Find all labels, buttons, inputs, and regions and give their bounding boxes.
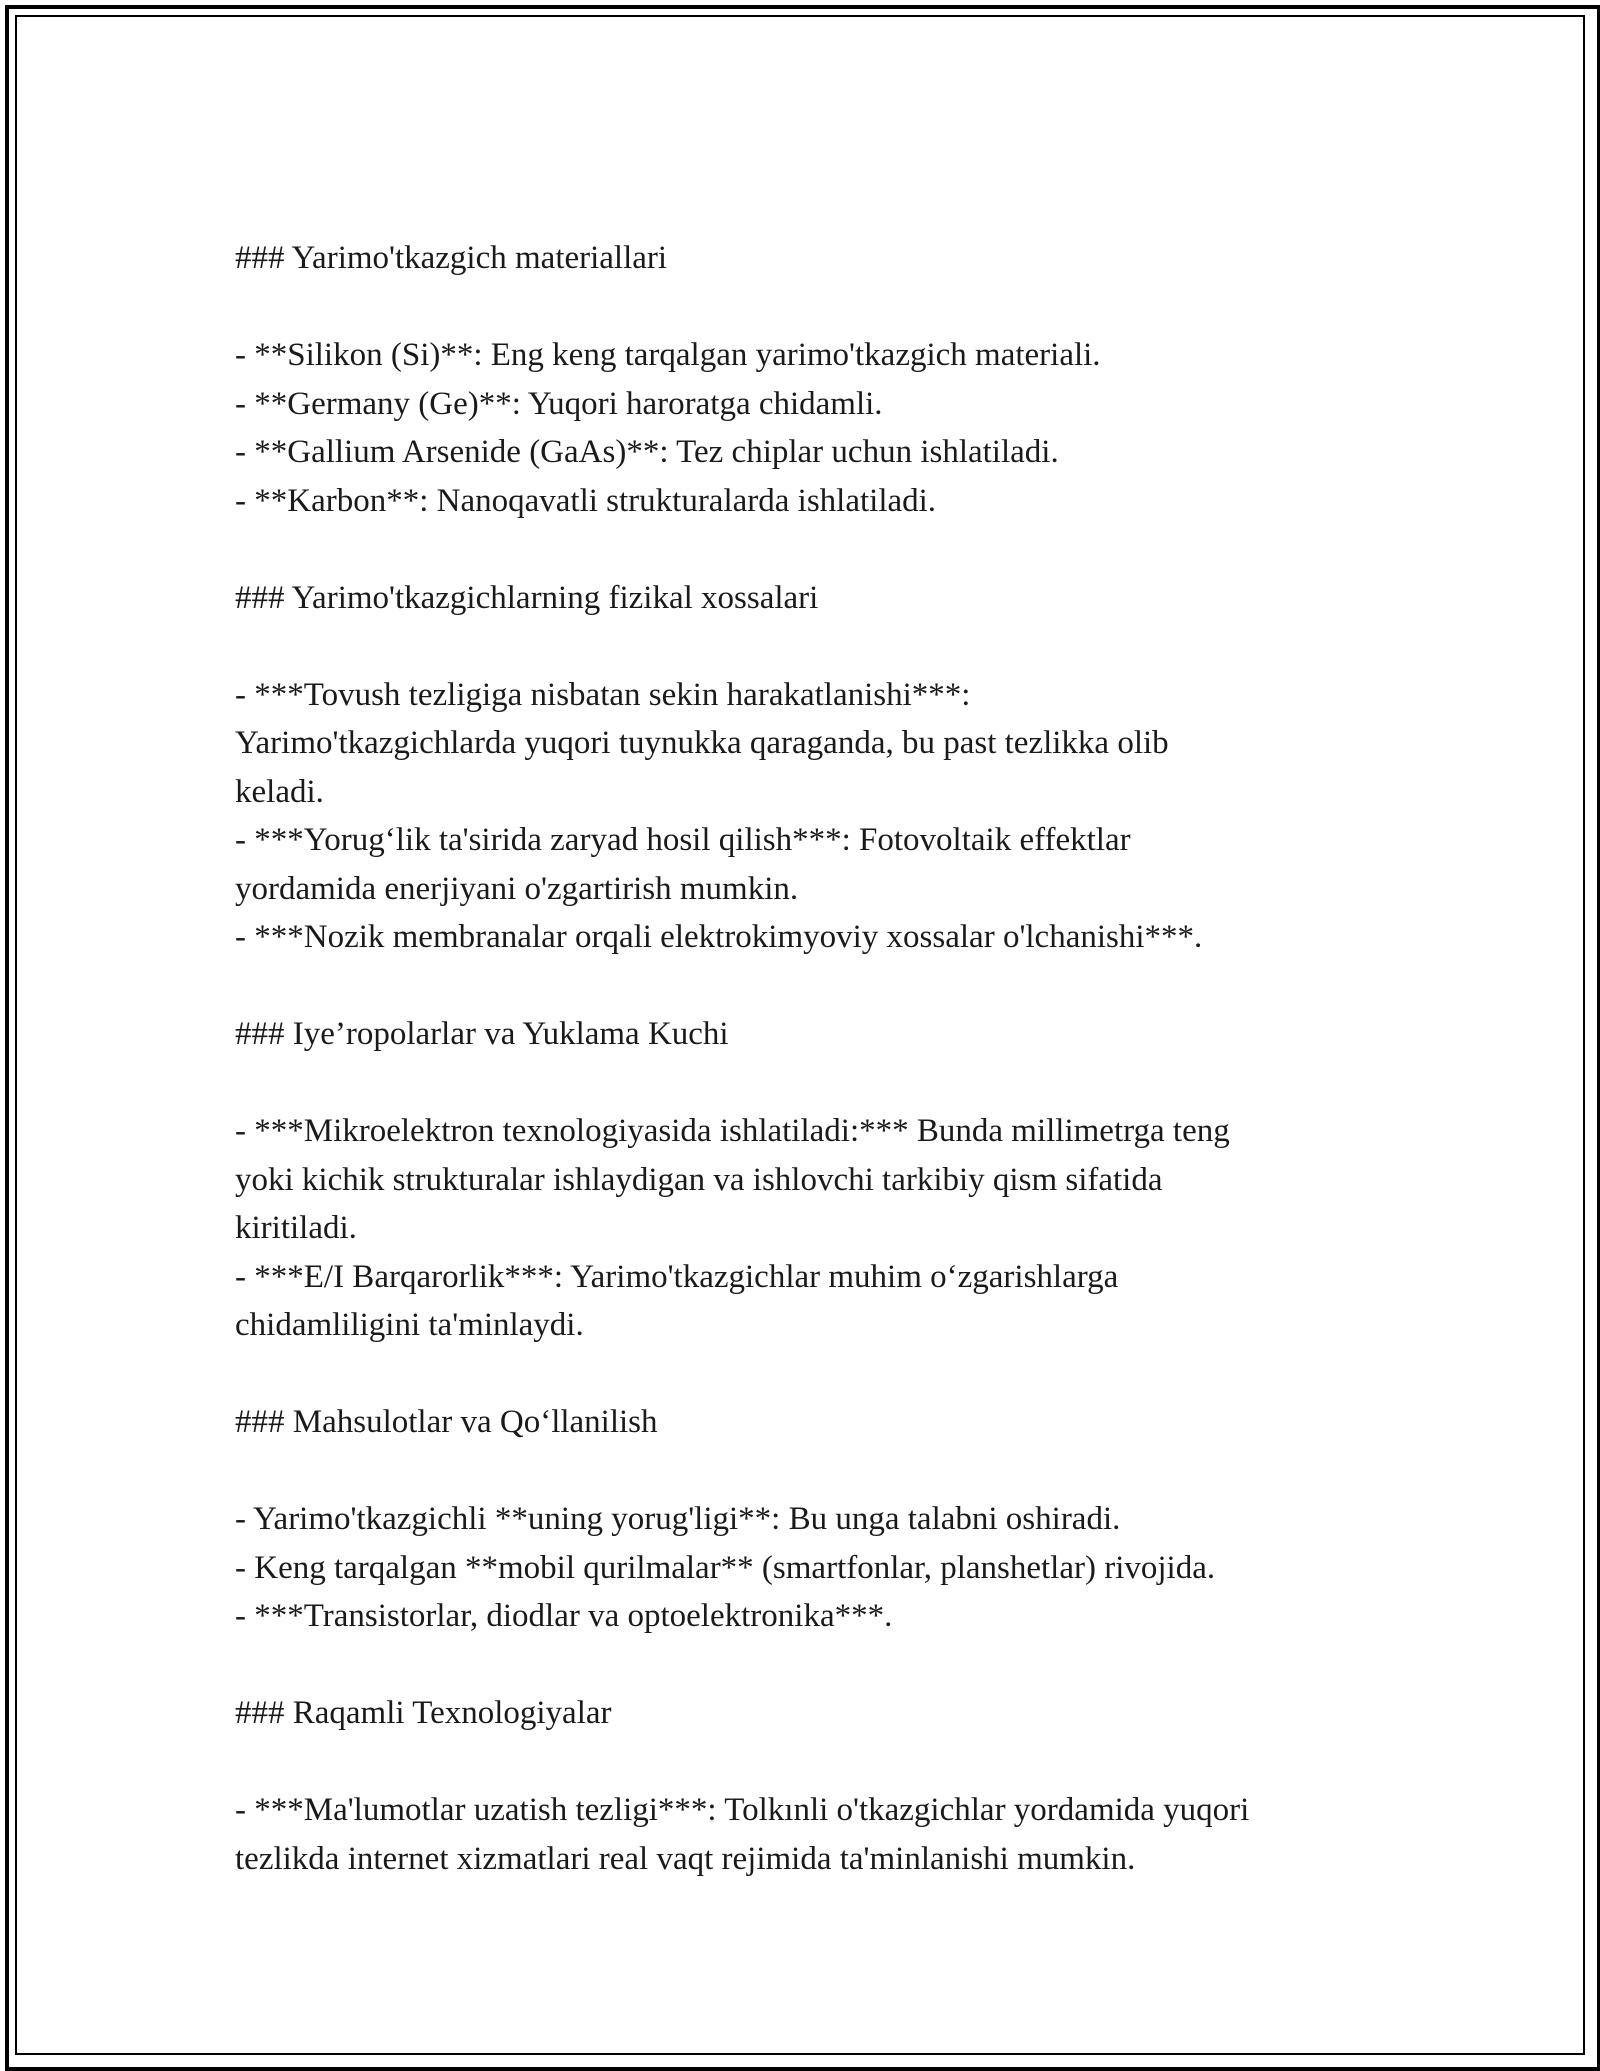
list-item-continuation: Yarimo'tkazgichlarda yuqori tuynukka qaraganda, bu past tezlikka olib — [235, 725, 1169, 761]
list-item-continuation: yoki kichik strukturalar ishlaydigan va ishlovchi tarkibiy qism sifatida — [235, 1161, 1163, 1198]
list-item: - Yarimo'tkazgichli **uning yorug'ligi**: Bu unga talabni oshiradi. — [235, 1501, 1121, 1537]
list-item: - **Germany (Ge)**: Yuqori haroratga chidamli. — [235, 385, 883, 422]
list-item-continuation: tezlikda internet xizmatlari real vaqt rejimida ta'minlanishi mumkin. — [235, 1840, 1136, 1877]
list-item: - ***E/I Barqarorlik***: Yarimo'tkazgichlar muhim o‘zgarishlarga — [235, 1258, 1119, 1295]
spacer — [235, 1350, 1385, 1399]
list-item: - ***Yorug‘lik ta'sirida zaryad hosil qilish***: Fotovoltaik effektlar — [235, 822, 1131, 858]
spacer — [235, 1641, 1385, 1690]
section-heading: ### Iye’ropolarlar va Yuklama Kuchi — [235, 1016, 729, 1052]
list-item: - **Silikon (Si)**: Eng keng tarqalgan yarimo'tkazgich materiali. — [235, 337, 1101, 373]
spacer — [235, 1059, 1385, 1108]
section-heading: ### Yarimo'tkazgichlarning fizikal xossalari — [235, 579, 819, 616]
spacer — [235, 622, 1385, 671]
list-item-continuation: keladi. — [235, 773, 324, 810]
spacer — [235, 1447, 1385, 1496]
list-item: - **Karbon**: Nanoqavatli strukturalarda ishlatiladi. — [235, 482, 937, 519]
list-item: - **Gallium Arsenide (GaAs)**: Tez chiplar uchun ishlatiladi. — [235, 434, 1059, 470]
section-heading: ### Yarimo'tkazgich materiallari — [235, 240, 668, 276]
list-item-continuation: kiritiladi. — [235, 1210, 357, 1246]
list-item-continuation: chidamliligini ta'minlaydi. — [235, 1307, 584, 1343]
list-item: - Keng tarqalgan **mobil qurilmalar** (smartfonlar, planshetlar) rivojida. — [235, 1549, 1216, 1586]
list-item-continuation: yordamida enerjiyani o'zgartirish mumkin. — [235, 870, 799, 907]
document-body — [235, 234, 1385, 1883]
spacer — [235, 525, 1385, 574]
spacer — [235, 962, 1385, 1011]
spacer — [235, 283, 1385, 332]
section-heading: ### Raqamli Texnologiyalar — [235, 1695, 612, 1731]
list-item: - ***Nozik membranalar orqali elektrokimyoviy xossalar o'lchanishi***. — [235, 919, 1203, 955]
section-heading: ### Mahsulotlar va Qo‘llanilish — [235, 1404, 658, 1440]
list-item: - ***Mikroelektron texnologiyasida ishlatiladi:*** Bunda millimetrga teng — [235, 1113, 1230, 1149]
list-item: - ***Ma'lumotlar uzatish tezligi***: Tolkınli o'tkazgichlar yordamida yuqori — [235, 1792, 1250, 1828]
list-item: - ***Tovush tezligiga nisbatan sekin harakatlanishi***: — [235, 676, 971, 713]
spacer — [235, 1738, 1385, 1787]
list-item: - ***Transistorlar, diodlar va optoelektronika***. — [235, 1598, 893, 1634]
